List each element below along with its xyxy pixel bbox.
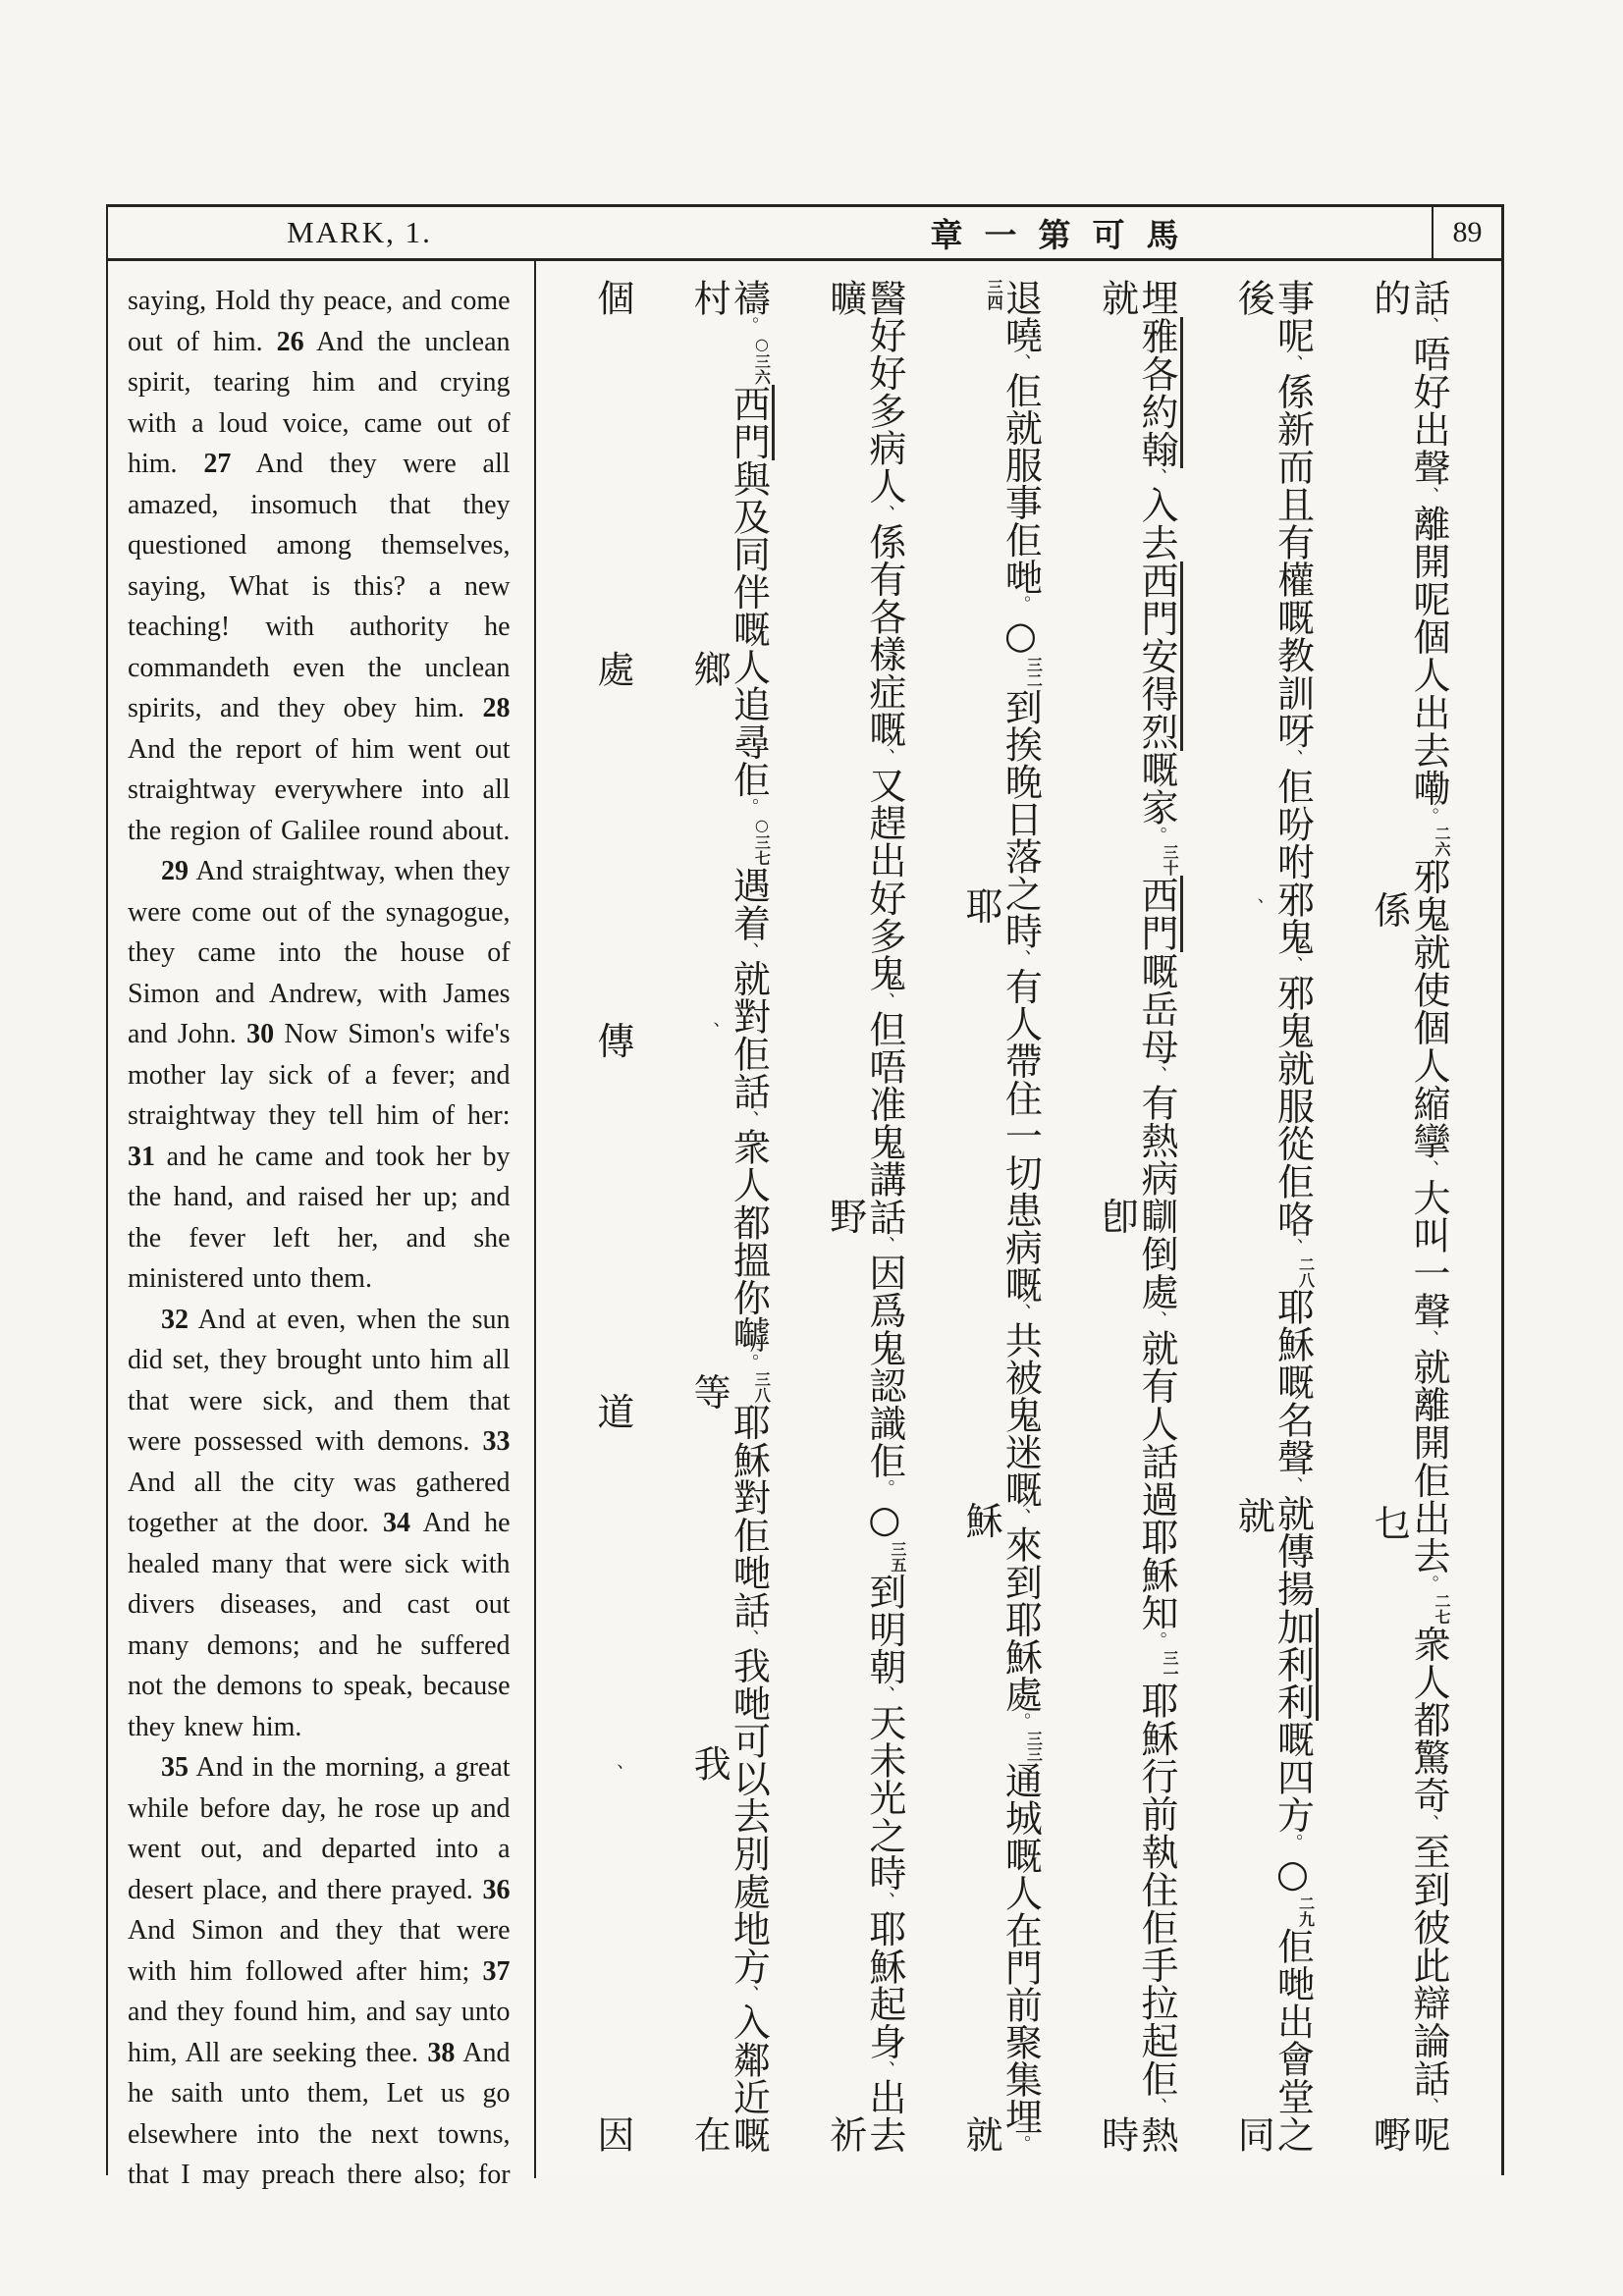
cjk-punctuation: 、 xyxy=(874,1892,895,1910)
cjk-punctuation: 、 xyxy=(874,2059,895,2079)
proper-name-mark: 西門 xyxy=(727,385,775,460)
proper-name-mark: 安得烈 xyxy=(1135,637,1183,751)
cjk-punctuation: 、 xyxy=(738,1109,760,1129)
cjk-punctuation: 、 xyxy=(1010,949,1032,968)
cjk-punctuation: 。 xyxy=(1282,1833,1304,1852)
cjk-punctuation: 。 xyxy=(1146,826,1167,845)
verse-number: 30 xyxy=(246,1019,275,1049)
cjk-punctuation: 、 xyxy=(874,991,895,1010)
cjk-punctuation: 。 xyxy=(738,797,760,817)
chinese-text xyxy=(536,261,1501,2178)
chinese-column: 個處傳道、因 xyxy=(590,279,634,2154)
page-number: 89 xyxy=(1452,216,1483,248)
verse-number: 28 xyxy=(482,693,511,723)
cjk-punctuation: 、 xyxy=(1010,1508,1032,1526)
cjk-punctuation: 。 xyxy=(1419,1575,1439,1593)
cjk-punctuation: 、 xyxy=(1243,897,1265,1497)
english-paragraph: 32 And at even, when the sun did set, they brought unto him all that were sick, and them that were possessed with demons. 33 And all the city was gathered together at the door. 34 And he healed many that were sick with divers diseases, and cast out many demons; and he suffered not the demons to speak, because they knew him. xyxy=(128,1304,511,1742)
verse-number-annotation: 二九 xyxy=(1296,1895,1316,1927)
verse-number: 26 xyxy=(276,326,304,357)
english-paragraph: 29 And straightway, when they were come out of the synagogue, they came into the house of Simon and Andrew, with James and John. 30 Now Simon's wife's mother lay sick of a fever; and straightway they tell him of her: 31 and he came and took her by the hand, and raised her up; and the fever left her, and she ministered unto them. xyxy=(128,856,511,1294)
proper-name-mark: 雅各 xyxy=(1135,317,1183,393)
cjk-punctuation: 、 xyxy=(1010,1303,1032,1321)
chinese-column: 禱。○三六西門與及同伴嘅人追尋佢。○三七遇着、就對佢話、衆人都搵你嚹。三八耶穌對佢哋話、我哋可以去別處地方、入鄰近嘅村鄉、等我在 xyxy=(689,279,769,2153)
verse-number-annotation: ○三六 xyxy=(752,334,772,385)
verse-number: 32 xyxy=(161,1304,189,1335)
cjk-punctuation: 、 xyxy=(1146,1065,1167,1085)
english-paragraph: 35 And in the morning, a great while before day, he rose up and went out, and departed into a desert place, and there prayed. 36 And Simon and they that were with him followed after him; 37 and they found him, and say unto him, All are seeking thee. 38 And he saith unto them, Let us go elsewhere into the next towns, that I may preach there also; for xyxy=(128,1752,511,2190)
cjk-punctuation: 、 xyxy=(874,1235,895,1255)
verse-number: 37 xyxy=(482,1955,511,1987)
page-header xyxy=(108,207,1501,261)
verse-number-annotation: 三十 xyxy=(1160,844,1179,877)
proper-name-mark: 加利利 xyxy=(1271,1608,1319,1721)
cjk-punctuation: 。 xyxy=(1146,1630,1167,1650)
verse-number-annotation: 三三 xyxy=(1024,1730,1044,1762)
verse-number-annotation: 三四 xyxy=(985,279,1004,310)
cjk-punctuation: 、 xyxy=(1282,749,1304,768)
cjk-punctuation: 。 xyxy=(738,316,760,335)
cjk-punctuation: 、 xyxy=(1419,1814,1439,1833)
cjk-punctuation: 。 xyxy=(1010,595,1032,614)
cjk-punctuation: 、 xyxy=(1282,1475,1304,1495)
chinese-column: 埋雅各約翰、入去西門安得烈嘅家。三十西門嘅岳母、有熱病瞓倒處、就有人話過耶穌知。三一耶穌行前執住佢手拉起佢、熱就卽時 xyxy=(1097,279,1176,2153)
verse-number-annotation: 三二 xyxy=(1024,656,1044,688)
cjk-punctuation: 、 xyxy=(1419,316,1439,336)
verse-number: 29 xyxy=(161,856,189,886)
proper-name-mark: 約翰 xyxy=(1135,393,1183,468)
chinese-column: 醫好好多病人、係有各樣症嘅、又趕出好多鬼、但唔准鬼講話、因爲鬼認識佢。○三五到明朝、天未光之時、耶穌起身、出去曠野祈 xyxy=(823,279,907,2154)
page-frame xyxy=(106,204,1504,2190)
verse-number-annotation: 三八 xyxy=(752,1371,772,1404)
chinese-column: 事呢、係新而且有權嘅教訓呀、佢吩咐邪鬼、邪鬼就服從佢咯、二八耶穌嘅名聲、就傳揚加利利嘅四方。○二九佢哋出會堂之後、就同 xyxy=(1233,279,1313,2153)
cjk-punctuation: 。 xyxy=(1010,2135,1032,2154)
verse-number-annotation: 三五 xyxy=(888,1540,907,1573)
cjk-punctuation: 、 xyxy=(738,1629,760,1647)
cjk-punctuation: 、 xyxy=(874,504,895,523)
cjk-punctuation: 、 xyxy=(1146,1310,1167,1329)
cjk-punctuation: 、 xyxy=(1419,1329,1439,1349)
proper-name-mark: 西門 xyxy=(1135,561,1183,637)
verse-number: 38 xyxy=(427,2037,456,2068)
cjk-punctuation: 、 xyxy=(738,1985,760,2003)
cjk-punctuation: 。 xyxy=(738,1353,760,1372)
running-title-chinese: 章一第可馬 xyxy=(930,215,1201,254)
verse-number: 36 xyxy=(482,1874,511,1905)
cjk-punctuation: 、 xyxy=(1282,955,1304,975)
cjk-punctuation: 。 xyxy=(1010,1712,1032,1731)
content-area xyxy=(108,261,1501,2190)
chinese-column: 退嘵、佢就服事佢哋。○三二到挨晚日落之時、有人帶住一切患病嘅、共被鬼迷嘅、來到耶穌處。三三通城嘅人在門前聚集埋。三四耶穌就 xyxy=(959,279,1044,2154)
verse-number-annotation: 二七 xyxy=(1433,1593,1451,1625)
cjk-punctuation: 、 xyxy=(1282,353,1304,373)
english-paragraph: saying, Hold thy peace, and come out of him. 26 And the unclean spirit, tearing him and crying with a loud voice, came out of him. 27 And they were all amazed, insomuch that they questioned among themselves, saying, What is this? a new teaching! with authority he commandeth even the unclean spirits, and they obey him. 28 And the report of him went out straightway everywhere into all the region of Galilee round about. xyxy=(128,286,511,846)
running-title-english: MARK, 1. xyxy=(287,215,432,249)
verse-number: 35 xyxy=(161,1752,189,1783)
cjk-punctuation: 、 xyxy=(874,1685,895,1704)
verse-number: 34 xyxy=(382,1508,410,1538)
cjk-punctuation: 、 xyxy=(1146,2097,1167,2116)
cjk-punctuation: 、 xyxy=(602,1763,623,2116)
verse-number: 27 xyxy=(203,449,232,479)
cjk-punctuation: 、 xyxy=(1419,2097,1439,2116)
cjk-punctuation: 、 xyxy=(1146,467,1167,487)
verse-number-annotation: 二八 xyxy=(1296,1255,1316,1288)
cjk-punctuation: 。 xyxy=(1419,807,1439,826)
cjk-punctuation: 、 xyxy=(1010,353,1032,372)
verse-number: 31 xyxy=(128,1141,155,1172)
cjk-punctuation: 、 xyxy=(1419,1159,1439,1179)
cjk-punctuation: 、 xyxy=(699,1021,721,1373)
cjk-punctuation: 。 xyxy=(874,1479,895,1498)
chinese-column: 話、唔好出聲、離開呢個人出去嘞。二六邪鬼就使個人縮攣、大叫一聲、就離開佢出去。二七衆人都驚奇、至到彼此辯論話、呢的係乜嘢 xyxy=(1367,279,1451,2154)
verse-number-annotation: ○三七 xyxy=(752,816,772,867)
cjk-punctuation: 、 xyxy=(1282,1237,1304,1256)
cjk-punctuation: 、 xyxy=(738,941,760,960)
cjk-punctuation: 、 xyxy=(874,748,895,767)
verse-number-annotation: 三一 xyxy=(1160,1649,1179,1682)
proper-name-mark: 西門 xyxy=(1135,876,1183,951)
verse-number-annotation: 二六 xyxy=(1433,825,1451,857)
english-text xyxy=(108,261,536,2190)
cjk-punctuation: 、 xyxy=(1419,486,1439,506)
verse-number: 33 xyxy=(482,1426,511,1457)
